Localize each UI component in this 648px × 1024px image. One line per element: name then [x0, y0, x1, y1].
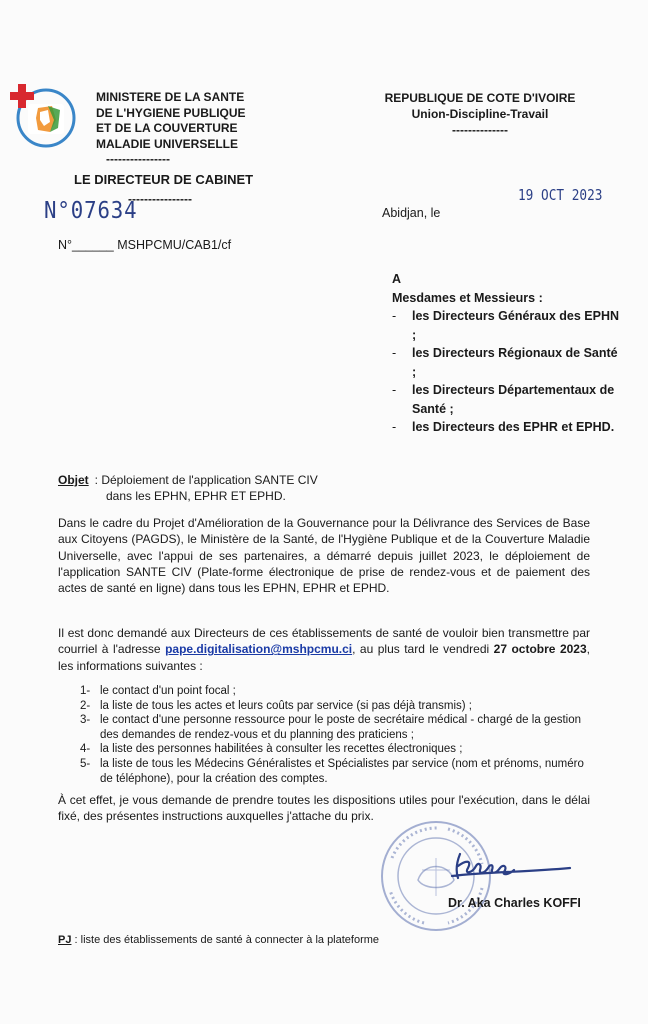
addressee-to: A: [392, 272, 402, 286]
addressee-list: [392, 307, 622, 437]
body-paragraph-2: [58, 625, 590, 674]
addressee-block: [392, 270, 622, 437]
handwritten-signature-icon: [446, 846, 574, 886]
reference-number: N°______ MSHPCMU/CAB1/cf: [58, 238, 232, 252]
list-item: [80, 713, 595, 742]
list-number: 3-: [80, 714, 91, 727]
attachment-note: [58, 934, 379, 946]
list-item: [80, 742, 595, 757]
date-stamp: 19 OCT 2023: [518, 186, 603, 204]
list-text: le contact d'une personne ressource pour le poste de secrétaire médical - chargé de la gestion des demandes de rendez-vous et du planning des praticiens ;: [100, 714, 582, 741]
signatory-name: Dr. Aka Charles KOFFI: [448, 896, 581, 910]
ministry-name: [96, 90, 316, 168]
paragraph-text: , les informations suivantes :: [58, 642, 590, 673]
email-link[interactable]: pape.digitalisation@mshpcmu.ci: [165, 642, 353, 657]
republic-motto: Union-Discipline-Travail: [411, 107, 549, 121]
addressee-item: - les Directeurs Généraux des EPHN ;: [392, 307, 622, 344]
subject-label: Objet: [58, 473, 89, 487]
subject-line: : Déploiement de l'application SANTE CIV: [94, 473, 318, 487]
list-number: 2-: [80, 699, 91, 712]
paragraph-text: Il est donc demandé aux Directeurs de ces établissements de santé de vouloir bien transmettre par courriel à l'adresse: [58, 626, 590, 657]
subject-line: dans les EPHN, EPHR ET EPHD.: [106, 489, 286, 503]
ministry-line: DE L'HYGIENE PUBLIQUE: [96, 105, 246, 120]
addressee-item: - les Directeurs Départementaux de Santé ;: [392, 381, 622, 418]
body-paragraph-3: À cet effet, je vous demande de prendre toutes les dispositions utiles pour l'exécution, dans le délai fixé, des présentes instructions auxquelles j'attache du prix.: [58, 793, 590, 824]
attachment-label: PJ: [58, 934, 72, 946]
director-separator: ----------------: [128, 192, 192, 206]
subject-block: [58, 472, 318, 504]
list-number: 1-: [80, 685, 91, 697]
ministry-line: ET DE LA COUVERTURE: [96, 121, 238, 135]
registration-number-stamp: N°07634: [44, 198, 138, 224]
paragraph-text: , au plus tard le vendredi: [352, 642, 490, 657]
list-item: [80, 699, 595, 714]
addressee-item: - les Directeurs Régionaux de Santé ;: [392, 344, 622, 381]
list-number: 4-: [80, 743, 91, 756]
list-item: [80, 684, 595, 699]
republic-title: REPUBLIQUE DE COTE D'IVOIRE: [384, 91, 576, 105]
ministry-line: MALADIE UNIVERSELLE: [96, 136, 239, 151]
ministry-line: MINISTERE DE LA SANTE: [96, 90, 245, 104]
attachment-text: : liste des établissements de santé à connecter à la plateforme: [74, 934, 380, 946]
republic-header: [380, 90, 580, 138]
deadline-date: 27 octobre 2023: [493, 642, 587, 657]
ministry-logo-icon: [8, 76, 76, 158]
list-number: 5-: [80, 757, 91, 770]
requested-info-list: [80, 684, 595, 786]
body-paragraph-1: Dans le cadre du Projet d'Amélioration de la Gouvernance pour la Délivrance des Services de Base aux Citoyens (PAGDS), le Ministère de la Santé, de l'Hygiène Publique et de la Couverture Maladie Universelle, avec l'appui de ses partenaires, a démarré depuis juillet 2023, le déploiement de l'application SANTE CIV (Plate-forme électronique de prise de rendez-vous et de paiement des actes de santé en ligne) dans tous les EPHN, EPHR et EPHD.: [58, 516, 590, 596]
list-text: la liste de tous les Médecins Généralistes et Spécialistes par service (nom et prénoms, numéro de téléphone), pour la création des comptes.: [100, 757, 584, 785]
list-item: [80, 757, 595, 786]
addressee-salutation: Mesdames et Messieurs :: [392, 290, 543, 305]
ministry-separator: ----------------: [106, 152, 170, 166]
director-title: LE DIRECTEUR DE CABINET: [74, 172, 254, 187]
list-text: le contact d'un point focal ;: [100, 685, 236, 697]
addressee-item: - les Directeurs des EPHR et EPHD.: [392, 418, 622, 437]
list-text: la liste de tous les actes et leurs coûts par service (si pas déjà transmis) ;: [100, 699, 472, 712]
list-text: la liste des personnes habilitées à consulter les recettes électroniques ;: [100, 743, 463, 756]
republic-separator: --------------: [452, 123, 508, 137]
place-date-line: Abidjan, le: [382, 206, 441, 220]
